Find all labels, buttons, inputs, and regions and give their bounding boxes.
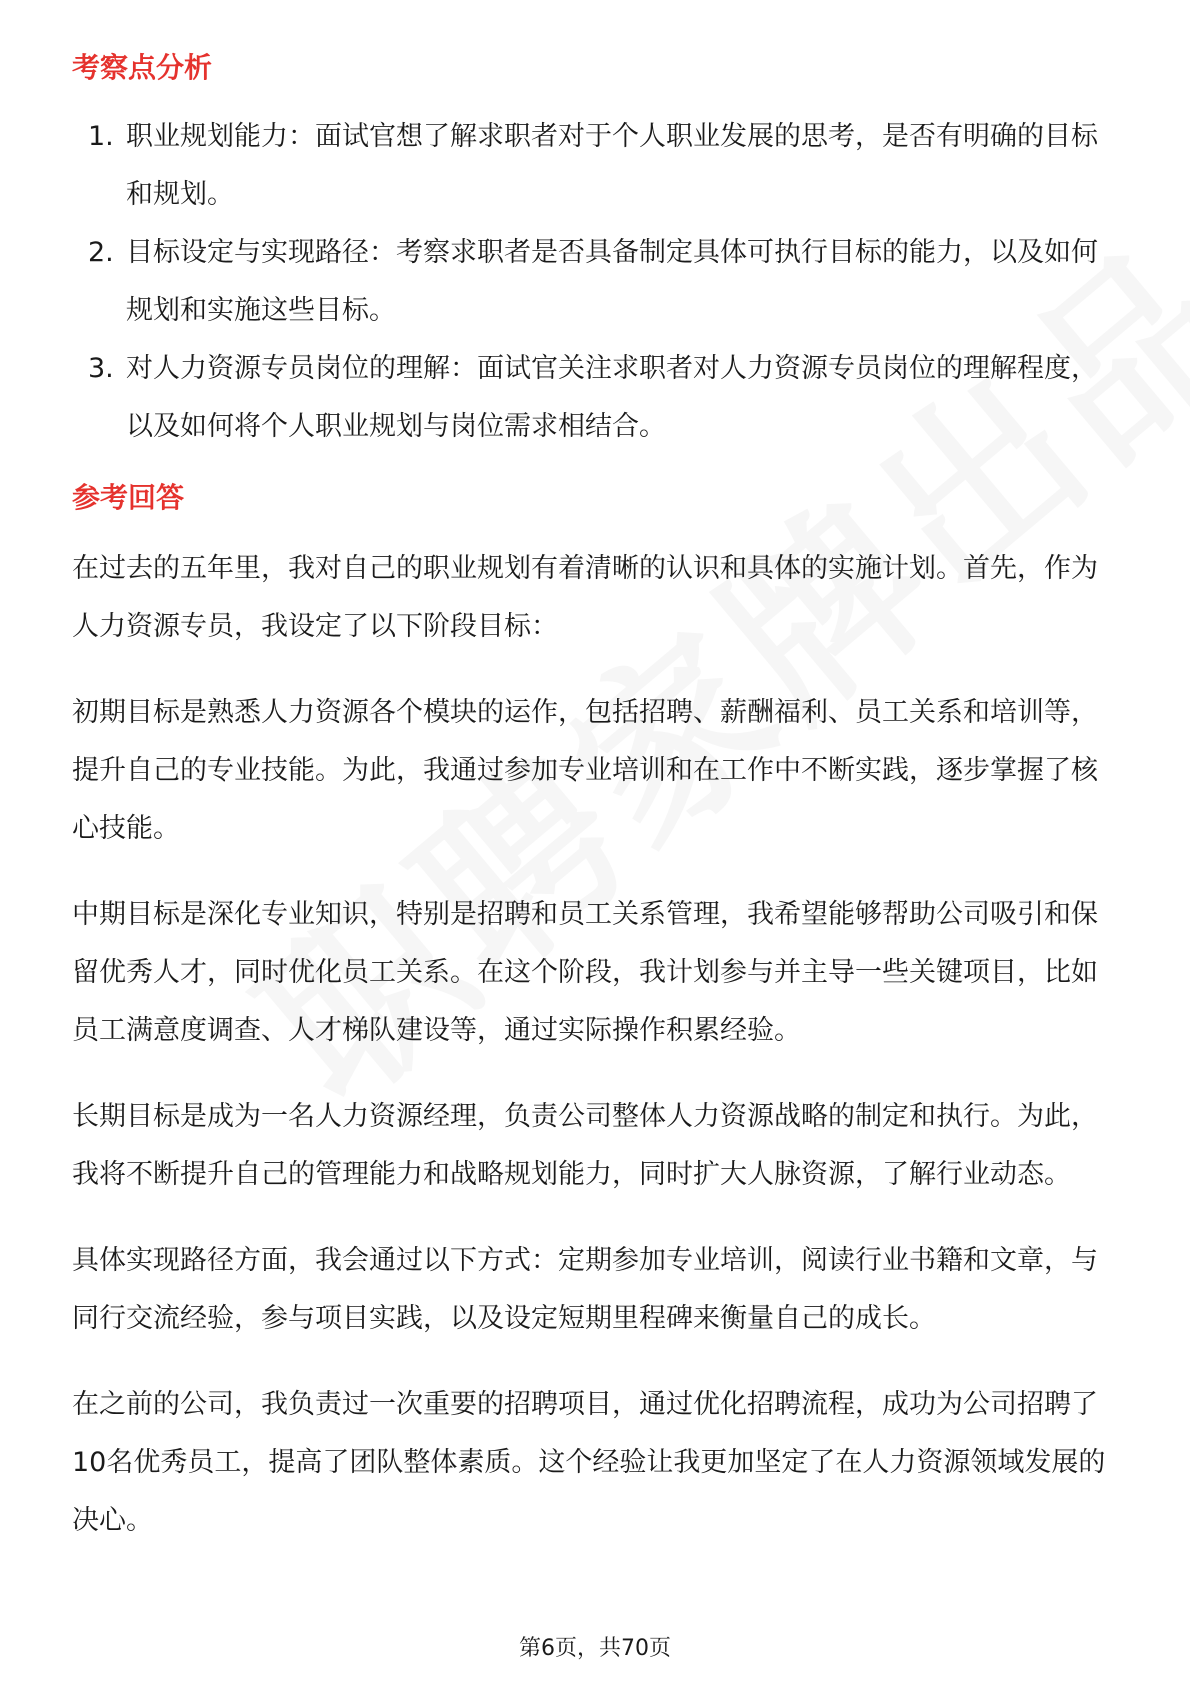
answer-paragraph: 初期目标是熟悉人力资源各个模块的运作，包括招聘、薪酬福利、员工关系和培训等，提升自己的专业技能。为此，我通过参加专业培训和在工作中不断实践，逐步掌握了核心技能。 [72,697,1098,844]
list-item-number: 2. [88,237,114,268]
list-item [72,108,1122,224]
analysis-heading: 考察点分析 [72,51,213,84]
answer-body [72,540,1122,1550]
answer-paragraph: 具体实现路径方面，我会通过以下方式：定期参加专业培训，阅读行业书籍和文章，与同行交流经验，参与项目实践，以及设定短期里程碑来衡量自己的成长。 [72,1245,1098,1334]
list-item [72,340,1122,456]
answer-heading: 参考回答 [72,481,185,514]
page-content [72,48,1122,1550]
list-item-text: 职业规划能力：面试官想了解求职者对于个人职业发展的思考，是否有明确的目标和规划。 [126,121,1098,210]
answer-paragraph: 长期目标是成为一名人力资源经理，负责公司整体人力资源战略的制定和执行。为此，我将不断提升自己的管理能力和战略规划能力，同时扩大人脉资源，了解行业动态。 [72,1101,1098,1190]
list-item [72,224,1122,340]
list-item-text: 对人力资源专员岗位的理解：面试官关注求职者对人力资源专员岗位的理解程度，以及如何将个人职业规划与岗位需求相结合。 [126,353,1098,442]
list-item-text: 目标设定与实现路径：考察求职者是否具备制定具体可执行目标的能力，以及如何规划和实施这些目标。 [126,237,1098,326]
answer-paragraph: 在之前的公司，我负责过一次重要的招聘项目，通过优化招聘流程，成功为公司招聘了10名优秀员工，提高了团队整体素质。这个经验让我更加坚定了在人力资源领域发展的决心。 [72,1389,1106,1536]
list-item-number: 3. [88,353,114,384]
page-number-footer: 第6页，共70页 [519,1636,671,1661]
list-item-number: 1. [88,121,114,152]
analysis-points-list [72,108,1122,456]
answer-paragraph: 中期目标是深化专业知识，特别是招聘和员工关系管理，我希望能够帮助公司吸引和保留优秀人才，同时优化员工关系。在这个阶段，我计划参与并主导一些关键项目，比如员工满意度调查、人才梯队建设等，通过实际操作积累经验。 [72,899,1098,1046]
answer-paragraph: 在过去的五年里，我对自己的职业规划有着清晰的认识和具体的实施计划。首先，作为人力资源专员，我设定了以下阶段目标： [72,553,1098,642]
